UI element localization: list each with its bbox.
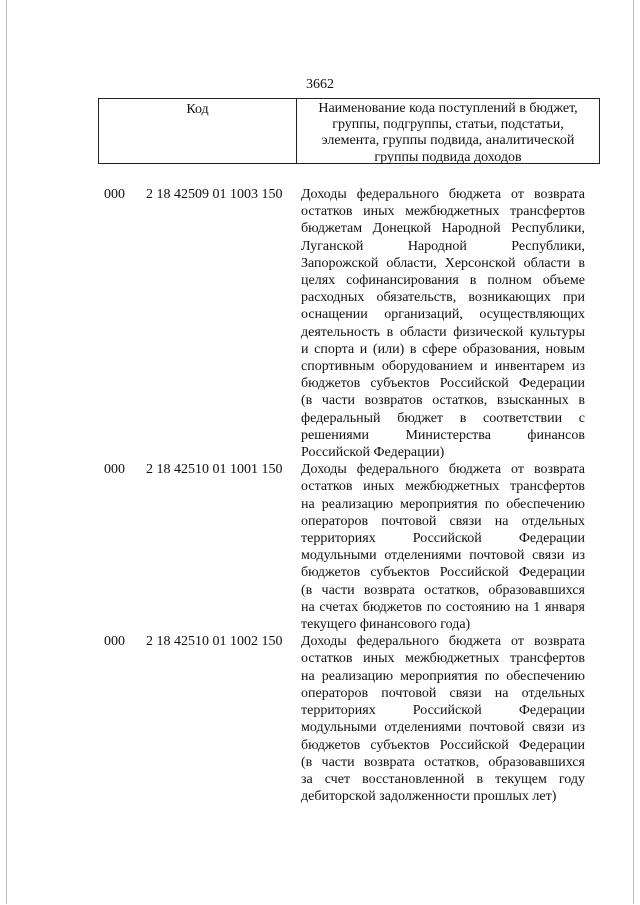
description-line: на реализацию мероприятия по обеспечению	[301, 496, 585, 512]
admin-code: 000	[104, 462, 125, 478]
description-line: на реализацию мероприятия по обеспечению	[301, 668, 585, 684]
income-code: 2 18 42510 01 1002 150	[146, 634, 283, 650]
description-line: федеральный бюджет в соответствии с	[301, 410, 585, 426]
income-description	[301, 461, 585, 633]
table-row	[104, 461, 600, 633]
description-line: решениями Министерства финансов	[301, 427, 585, 443]
income-description	[301, 186, 585, 461]
description-line: деятельность в области физической культуры	[301, 324, 585, 340]
page-number: 3662	[306, 77, 334, 92]
description-line: операторов почтовой связи на отдельных	[301, 513, 585, 529]
description-line: Запорожской области, Херсонской области в	[301, 255, 585, 271]
description-line: Доходы федерального бюджета от возврата	[301, 634, 585, 650]
description-line: (в части возврата остатков, образовавшихся	[301, 754, 585, 770]
table-row	[104, 633, 600, 805]
description-line: бюджетов субъектов Российской Федерации	[301, 565, 585, 581]
description-line: и спорта и (или) в сфере образования, новым	[301, 341, 585, 357]
description-line: Российской Федерации)	[301, 445, 445, 461]
table-header	[98, 98, 600, 164]
description-line: (в части возвратов остатков, взысканных в	[301, 393, 585, 409]
description-line: текущего финансового года)	[301, 617, 471, 633]
admin-code: 000	[104, 634, 125, 650]
income-code-list	[104, 186, 600, 805]
income-description	[301, 633, 585, 805]
description-line: бюджетов субъектов Российской Федерации	[301, 376, 585, 392]
header-code-cell: Код	[99, 99, 297, 163]
description-line: (в части возврата остатков, образовавшихся	[301, 582, 585, 598]
header-name-cell	[297, 99, 599, 163]
header-name-line: группы подвида доходов	[374, 149, 522, 165]
admin-code: 000	[104, 187, 125, 202]
description-line: территориях Российской Федерации	[301, 531, 585, 547]
description-line: спортивным оборудованием и инвентарем из	[301, 359, 585, 375]
header-name-line: Наименование кода поступлений в бюджет,	[318, 101, 578, 116]
description-line: остатков иных межбюджетных трансфертов	[301, 204, 585, 220]
income-code: 2 18 42510 01 1001 150	[146, 462, 283, 478]
description-line: Луганской Народной Республики,	[301, 238, 585, 254]
description-line: бюджетам Донецкой Народной Республики,	[301, 221, 585, 237]
description-line: модульными отделениями почтовой связи из	[301, 720, 585, 736]
description-line: территориях Российской Федерации	[301, 703, 585, 719]
description-line: дебиторской задолженности прошлых лет)	[301, 789, 557, 805]
description-line: оснащении организаций, осуществляющих	[301, 307, 585, 323]
description-line: модульными отделениями почтовой связи из	[301, 548, 585, 564]
description-line: остатков иных межбюджетных трансфертов	[301, 651, 585, 667]
description-line: остатков иных межбюджетных трансфертов	[301, 479, 585, 495]
description-line: целях софинансирования в полном объеме	[301, 273, 585, 289]
description-line: Доходы федерального бюджета от возврата	[301, 462, 585, 478]
description-line: Доходы федерального бюджета от возврата	[301, 187, 585, 202]
description-line: расходных обязательств, возникающих при	[301, 290, 585, 306]
description-line: операторов почтовой связи на отдельных	[301, 685, 585, 701]
header-name-line: элемента, группы подвида, аналитической	[321, 133, 575, 149]
table-row	[104, 186, 600, 461]
description-line: на счетах бюджетов по состоянию на 1 января	[301, 599, 585, 615]
income-code: 2 18 42509 01 1003 150	[146, 187, 283, 202]
description-line: за счет восстановленной в текущем году	[301, 771, 585, 787]
description-line: бюджетов субъектов Российской Федерации	[301, 737, 585, 753]
header-name-line: группы, подгруппы, статьи, подстатьи,	[332, 117, 564, 133]
